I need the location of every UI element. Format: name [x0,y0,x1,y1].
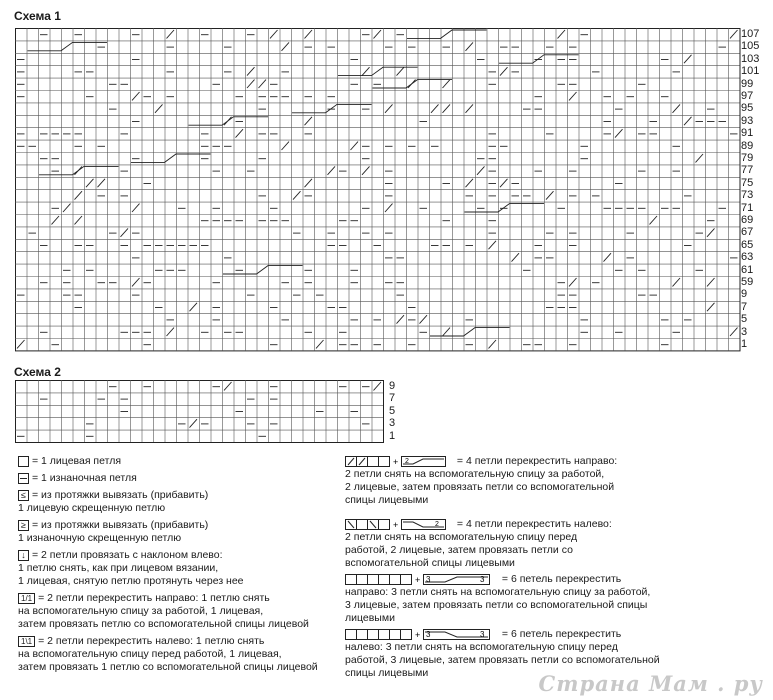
cross-left-6-icon [345,628,498,640]
svg-text:+: + [393,519,399,530]
legend-text: = 6 петель перекрестить [501,573,622,585]
svg-text:+: + [393,456,399,467]
legend-text: = 2 петли перекрестить направо: 1 петлю снять [38,592,270,604]
row-number: 67 [741,226,754,239]
svg-text:3: 3 [426,629,431,639]
row-number: 63 [741,251,754,264]
legend-text-cont: работой, 2 лицевые, затем провязать петли со [345,544,573,556]
row-number: 89 [741,139,754,152]
row-number: 79 [741,152,754,164]
legend-cross-right-4 [345,455,617,507]
legend-text-cont: 3 лицевые, затем провязать петли со вспомогательной спицы [345,599,648,611]
row-number: 7 [389,392,396,405]
legend-text: = 1 изнаночная петля [32,472,137,484]
cross-left-4-icon [345,518,453,530]
row-number: 3 [389,417,396,430]
legend-text: = 4 петли перекрестить направо: [456,455,618,467]
legend-text: = 1 лицевая петля [32,455,122,467]
row-number: 1 [389,429,396,442]
row-number: 5 [741,313,748,326]
svg-text:+: + [415,574,421,585]
row-number: 9 [389,380,396,392]
row-number: 75 [741,176,754,189]
cross-right-4-icon [345,455,453,467]
legend-text-cont: лицевыми [345,612,395,624]
row-number: 9 [741,288,748,301]
legend-text-cont: налево: 3 петли снять на вспомогательную спицу перед [345,641,618,653]
legend-text: = 4 петли перекрестить налево: [456,518,612,530]
legend-text: = 2 петли провязать с наклоном влево: [32,549,223,561]
row-number: 7 [741,300,748,313]
svg-text:3: 3 [480,574,485,584]
svg-text:2: 2 [405,457,409,465]
legend-text-cont: на вспомогательную спицу за работой, 1 лицевая, [18,605,264,617]
legend-text: = из протяжки вывязать (прибавить) [32,489,209,501]
row-number: 101 [741,65,760,78]
legend-inc-knit [18,489,208,515]
legend-text-cont: 1 петлю снять, как при лицевом вязании, [18,562,219,574]
row-number: 3 [741,325,748,338]
row-number: 93 [741,114,754,127]
svg-text:2: 2 [435,520,439,528]
legend-text-cont: 1 лицевую скрещенную петлю [18,502,166,514]
legend-knit [18,455,121,468]
row-number: 71 [741,201,754,214]
legend-text: = 2 петли перекрестить налево: 1 петлю снять [38,635,265,647]
legend-text-cont: спицы лицевыми [345,667,429,679]
legend-cross-right-2 [18,592,309,631]
legend-text-cont: на вспомогательную спицу перед работой, 1 лицевая, [18,648,282,660]
row-number: 99 [741,77,754,90]
legend-text-cont: 1 изнаночную скрещенную петлю [18,532,182,544]
row-number: 95 [741,102,754,115]
row-number: 97 [741,90,754,102]
row-number: 59 [741,276,754,288]
row-number: 91 [741,127,754,140]
increase-purl-icon: ≥ [18,520,29,531]
legend-text-cont: спицы лицевыми [345,494,429,506]
legend-text-cont: 2 лицевые, затем провязать петли со вспомогательной [345,481,615,493]
legend-cross-left-4 [345,518,612,570]
legend-text: = из протяжки вывязать (прибавить) [32,519,209,531]
legend-cross-right-6 [345,573,650,625]
row-number: 65 [741,238,754,251]
legend-purl [18,472,137,485]
svg-text:3: 3 [426,574,431,584]
legend-text-cont: 2 петли снять на вспомогательную спицу за работой, [345,468,605,480]
cross-right-2-icon: 1/1 [18,593,35,604]
row-number: 77 [741,164,754,177]
schema2-title: Схема 2 [14,365,61,379]
row-number: 69 [741,214,754,226]
legend-text-cont: вспомогательной спицы лицевыми [345,557,515,569]
legend-text-cont: 2 петли снять на вспомогательную спицу перед [345,531,578,543]
row-number: 73 [741,189,754,202]
legend-decrease-left [18,549,244,588]
row-number: 105 [741,40,760,53]
legend-text-cont: направо: 3 петли снять на вспомогательную спицу за работой, [345,586,651,598]
legend-text-cont: затем провязать 1 петлю со вспомогательной спицы лицевой [18,661,318,673]
decrease-left-icon: ↓ [18,550,29,561]
row-number: 1 [741,338,748,350]
purl-stitch-icon [18,473,29,484]
row-number: 61 [741,263,754,276]
site-watermark: Страна Мам . ру [538,671,763,696]
row-number: 107 [741,28,760,40]
row-number: 5 [389,404,396,417]
legend-inc-purl [18,519,208,545]
row-number: 103 [741,52,760,65]
schema1-title: Схема 1 [14,9,61,23]
legend-cross-left-2 [18,635,318,674]
knit-stitch-icon [18,456,29,467]
legend-text-cont: 1 лицевая, снятую петлю протянуть через нее [18,575,244,587]
cross-left-2-icon: 1\1 [18,636,35,647]
svg-text:3: 3 [480,629,485,639]
svg-text:+: + [415,629,421,640]
legend-text: = 6 петель перекрестить [501,628,622,640]
cross-right-6-icon [345,573,498,585]
increase-knit-icon: ≤ [18,490,29,501]
legend-text-cont: затем провязать петлю со вспомогательной спицы лицевой [18,618,309,630]
legend-text-cont: работой, 3 лицевые, затем провязать петли со вспомогательной [345,654,660,666]
